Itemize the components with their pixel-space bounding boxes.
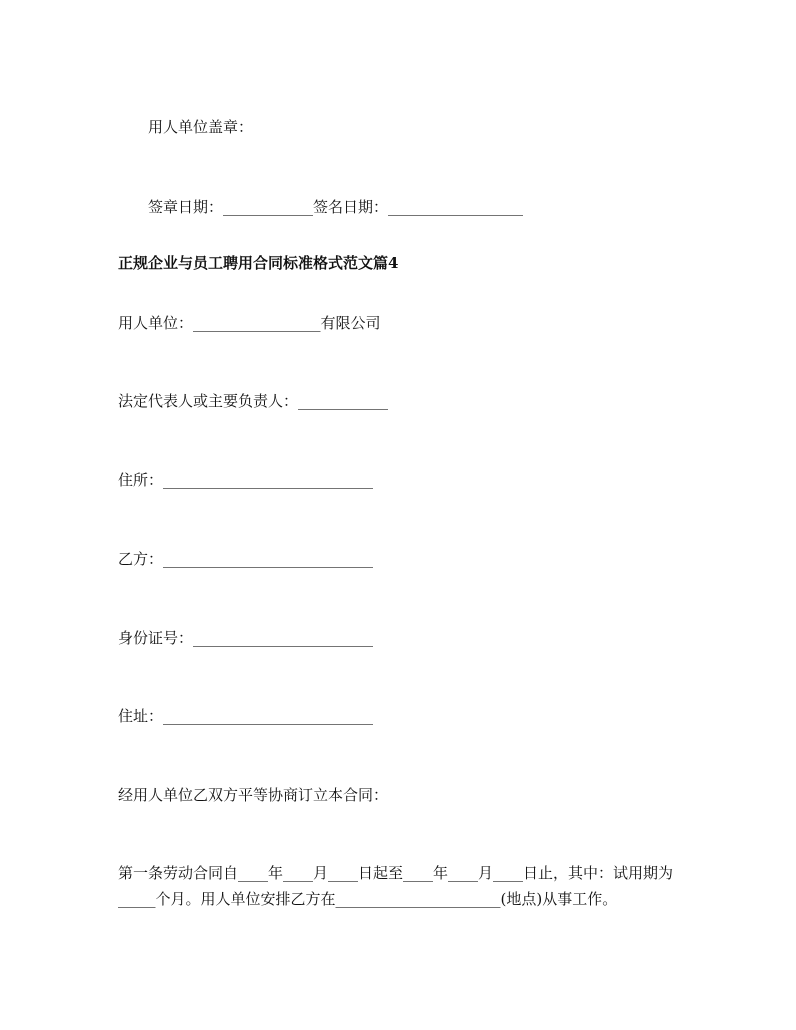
residence-line: 住所：____________________________ <box>118 471 374 489</box>
address-line: 住址：____________________________ <box>118 707 374 725</box>
article-1-paragraph: 第一条劳动合同自____年____月____日起至____年____月____日止，其中：试用期为_____个月。用人单位安排乙方在______________________(地点)从事工作。 <box>118 864 674 908</box>
section-title: 正规企业与员工聘用合同标准格式范文篇4 <box>118 254 399 272</box>
legal-representative-line: 法定代表人或主要负责人：____________ <box>118 392 389 410</box>
agreement-statement: 经用人单位乙双方平等协商订立本合同： <box>118 786 389 804</box>
employer-unit-line: 用人单位：_________________有限公司 <box>118 314 381 332</box>
id-number-line: 身份证号：________________________ <box>118 629 374 647</box>
employer-seal-label: 用人单位盖章： <box>148 118 254 136</box>
signature-dates-line: 签章日期：____________签名日期：__________________ <box>148 198 524 216</box>
party-b-line: 乙方：____________________________ <box>118 550 374 568</box>
